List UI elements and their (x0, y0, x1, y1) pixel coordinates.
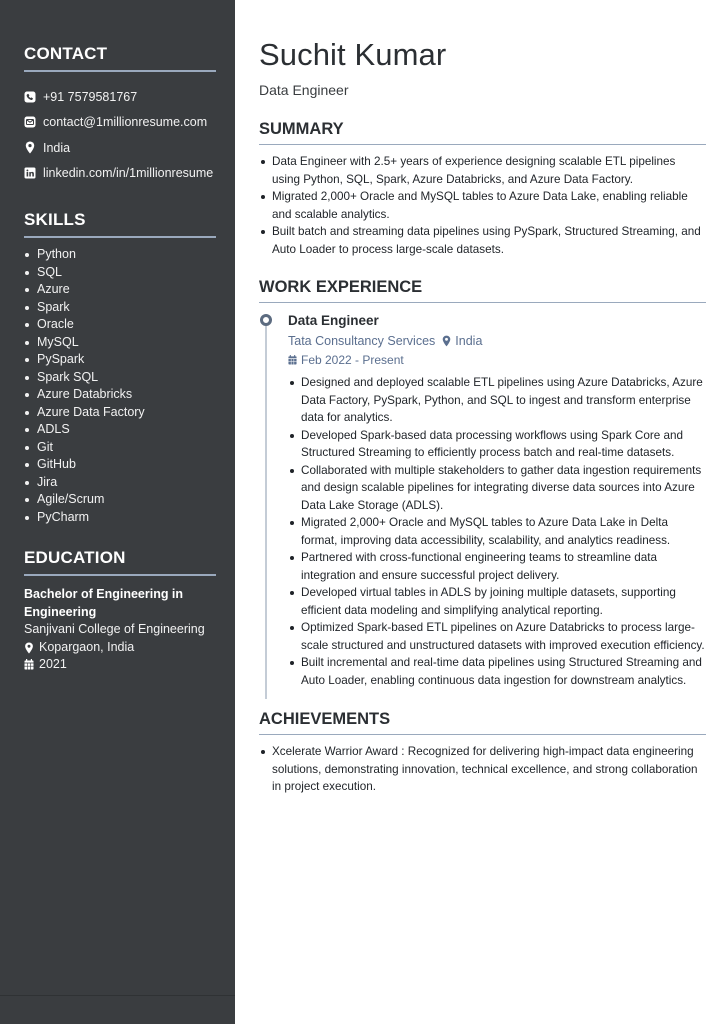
summary-list (259, 153, 706, 258)
job-bullet: Developed virtual tables in ADLS by joining multiple datasets, supporting efficient data modeling and simplifying analytical reporting. (288, 584, 706, 619)
contact-linkedin-text: linkedin.com/in/1millionresume (43, 166, 214, 181)
achievements-heading: ACHIEVEMENTS (259, 710, 706, 735)
contact-heading: CONTACT (24, 44, 216, 72)
skills-list (24, 246, 216, 526)
achievement-item: Xcelerate Warrior Award : Recognized for delivering high-impact data engineering solutions, demonstrating innovation, technical excellence, and strong collaboration in project execution. (259, 743, 706, 796)
skills-heading: SKILLS (24, 210, 216, 238)
job-company-row (288, 333, 706, 349)
skill-item: Agile/Scrum (24, 491, 216, 509)
contact-list (24, 84, 216, 186)
contact-location-text: India (43, 140, 71, 155)
education-heading: EDUCATION (24, 548, 216, 576)
job-location (442, 333, 482, 349)
job-date-row (288, 352, 706, 368)
skill-item: Azure (24, 281, 216, 299)
summary-item: Data Engineer with 2.5+ years of experience designing scalable ETL pipelines using Python, SQL, Spark, Azure Databricks, and Azure Data Factory. (259, 153, 706, 188)
email-icon (24, 116, 36, 128)
job-company: Tata Consultancy Services (288, 334, 436, 348)
calendar-icon (288, 355, 297, 365)
education-location (24, 639, 216, 657)
skill-item: Spark (24, 299, 216, 317)
main-content (259, 0, 706, 796)
skill-item: Azure Data Factory (24, 404, 216, 422)
candidate-name: Suchit Kumar (259, 37, 447, 72)
job-bullet: Collaborated with multiple stakeholders to gather data ingestion requirements and design scalable pipelines for integrating diverse data sources into Azure Data Lake Storage (ADLS). (288, 462, 706, 515)
education-degree: Bachelor of Engineering in Engineering (24, 587, 184, 619)
skill-item: Azure Databricks (24, 386, 216, 404)
job-bullet: Built incremental and real-time data pipelines using Structured Streaming and Auto Loader, enabling continuous data ingestion for downstream analytics. (288, 654, 706, 689)
skill-item: SQL (24, 264, 216, 282)
skill-item: PySpark (24, 351, 216, 369)
skill-item: MySQL (24, 334, 216, 352)
skill-item: Spark SQL (24, 369, 216, 387)
contact-email-text: contact@1millionresume.com (43, 115, 208, 130)
location-icon (442, 335, 451, 347)
summary-item: Built batch and streaming data pipelines using PySpark, Structured Streaming, and Auto Loader to process large-scale datasets. (259, 223, 706, 258)
job-bullet: Developed Spark-based data processing workflows using Spark Core and Structured Streaming to efficiently process batch and real-time datasets. (288, 427, 706, 462)
skill-item: GitHub (24, 456, 216, 474)
linkedin-icon (24, 167, 36, 179)
job-location-text: India (455, 334, 483, 348)
sidebar (0, 0, 235, 1024)
contact-location (24, 135, 216, 161)
skill-item: PyCharm (24, 509, 216, 527)
candidate-title: Data Engineer (259, 82, 349, 98)
timeline-dot-icon (260, 314, 272, 326)
summary-heading: SUMMARY (259, 120, 706, 145)
location-icon (24, 642, 35, 653)
location-icon (24, 142, 36, 154)
skill-item: Git (24, 439, 216, 457)
calendar-icon (24, 659, 35, 670)
education-location-text: Kopargaon, India (39, 639, 135, 654)
skill-item: Oracle (24, 316, 216, 334)
contact-phone[interactable] (24, 84, 216, 110)
education-school (24, 621, 216, 639)
job-bullet: Partnered with cross-functional engineering teams to streamline data integration and ensure successful project delivery. (288, 549, 706, 584)
summary-item: Migrated 2,000+ Oracle and MySQL tables to Azure Data Lake, enabling reliable and scalable analytics. (259, 188, 706, 223)
timeline-line (265, 326, 267, 699)
job-bullets (288, 374, 706, 689)
education-year-text: 2021 (39, 657, 67, 671)
job-bullet: Migrated 2,000+ Oracle and MySQL tables to Azure Data Lake in Delta format, improving data accessibility, scalability, and analytics readiness. (288, 514, 706, 549)
job-bullet: Designed and deployed scalable ETL pipelines using Azure Databricks, Azure Data Factory, PySpark, Python, and SQL to ingest and transform enterprise data for analytics. (288, 374, 706, 427)
skill-item: Jira (24, 474, 216, 492)
sidebar-divider (0, 995, 235, 996)
skill-item: ADLS (24, 421, 216, 439)
education-school-text: Sanjivani College of Engineering (24, 622, 205, 636)
contact-linkedin[interactable] (24, 161, 216, 187)
contact-phone-text: +91 7579581767 (43, 89, 138, 104)
contact-email[interactable] (24, 110, 216, 136)
achievements-list (259, 743, 706, 796)
job-role: Data Engineer (288, 313, 379, 328)
skill-item: Python (24, 246, 216, 264)
education-year (24, 656, 216, 674)
phone-icon (24, 91, 36, 103)
work-experience-heading: WORK EXPERIENCE (259, 278, 706, 303)
job-entry (259, 312, 706, 689)
job-dates: Feb 2022 - Present (301, 353, 404, 367)
job-bullet: Optimized Spark-based ETL pipelines on Azure Databricks to process large-scale structured and unstructured datasets with improved execution efficiency. (288, 619, 706, 654)
